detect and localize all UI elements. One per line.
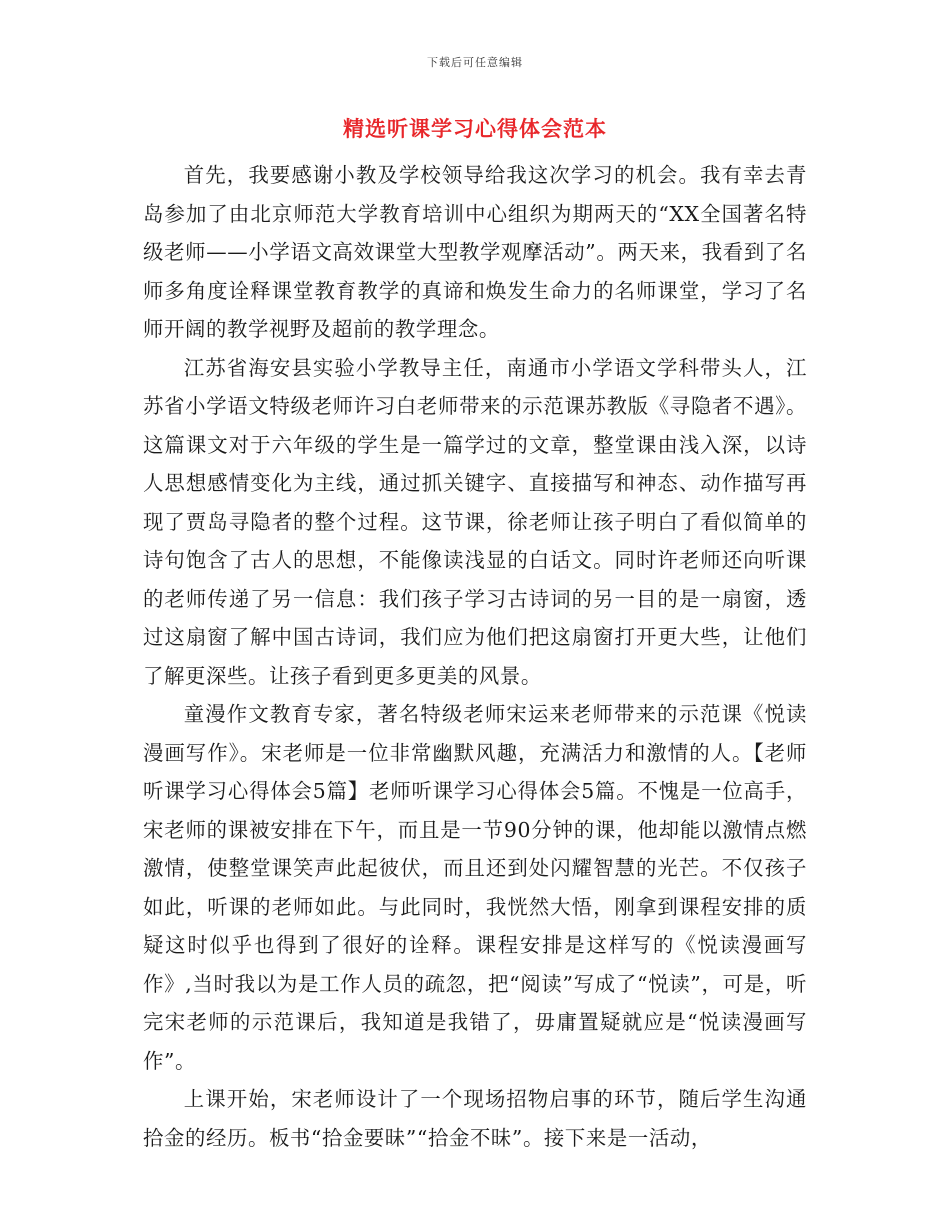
document-title: 精选听课学习心得体会范本: [343, 116, 607, 141]
paragraph-4: 上课开始，宋老师设计了一个现场招物启事的环节，随后学生沟通拾金的经历。板书“拾金要昧”“拾金不昧”。接下来是一活动，: [143, 1087, 807, 1150]
paragraph-3: 童漫作文教育专家，著名特级老师宋运来老师带来的示范课《悦读漫画写作》。宋老师是一位非常幽默风趣，充满活力和激情的人。【老师听课学习心得体会5篇】老师听课学习心得体会5篇。不愧是一位高手，宋老师的课被安排在下午，而且是一节90分钟的课，他却能以激情点燃激情，使整堂课笑声此起彼伏，而且还到处闪耀智慧的光芒。不仅孩子如此，听课的老师如此。与此同时，我恍然大悟，刚拿到课程安排的质疑这时似乎也得到了很好的诠释。课程安排是这样写的《悦读漫画写作》,当时我以为是工作人员的疏忽，把“阅读”写成了“悦读”，可是，听完宋老师的示范课后，我知道是我错了，毋庸置疑就应是“悦读漫画写作”。: [143, 702, 807, 1073]
paragraph-2: 江苏省海安县实验小学教导主任，南通市小学语文学科带头人，江苏省小学语文特级老师许习白老师带来的示范课苏教版《寻隐者不遇》。这篇课文对于六年级的学生是一篇学过的文章，整堂课由浅入深，以诗人思想感情变化为主线，通过抓关键字、直接描写和神态、动作描写再现了贾岛寻隐者的整个过程。这节课，徐老师让孩子明白了看似简单的诗句饱含了古人的思想，不能像读浅显的白话文。同时许老师还向听课的老师传递了另一信息：我们孩子学习古诗词的另一目的是一扇窗，透过这扇窗了解中国古诗词，我们应为他们把这扇窗打开更大些，让他们了解更深些。让孩子看到更多更美的风景。: [143, 355, 807, 688]
page-header: 下载后可任意编辑: [427, 56, 523, 69]
paragraph-1: 首先，我要感谢小教及学校领导给我这次学习的机会。我有幸去青岛参加了由北京师范大学教育培训中心组织为期两天的“XX全国著名特级老师——小学语文高效课堂大型教学观摩活动”。两天来，我看到了名师多角度诠释课堂教育教学的真谛和焕发生命力的名师课堂，学习了名师开阔的教学视野及超前的教学理念。: [143, 163, 807, 341]
document-body: [143, 156, 807, 1157]
